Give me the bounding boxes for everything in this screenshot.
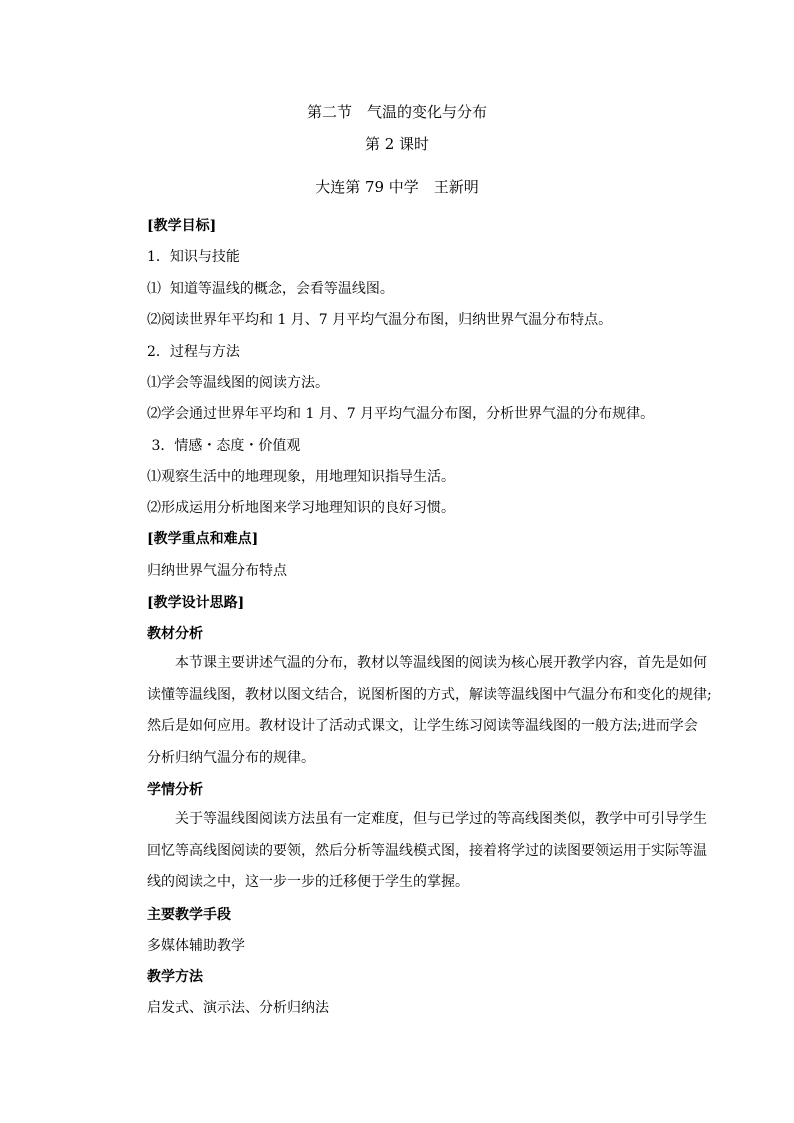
design-heading: [教学设计思路] (147, 595, 245, 611)
objective-2: 2．过程与方法 (147, 344, 240, 360)
teaching-method-text: 启发式、演示法、分析归纳法 (147, 1000, 329, 1016)
teaching-means-text: 多媒体辅助教学 (147, 938, 245, 954)
paragraph-line: 然后是如何应用。教材设计了活动式课文，让学生练习阅读等温线图的一般方法;进而学会 (147, 718, 698, 734)
key-points-heading: [教学重点和难点] (147, 531, 259, 547)
material-analysis-paragraph (147, 648, 712, 774)
teaching-method-heading: 教学方法 (147, 969, 203, 985)
material-analysis-heading: 教材分析 (147, 626, 203, 642)
objective-3: 3．情感・态度・价值观 (147, 438, 301, 454)
paragraph-line: 线的阅读之中，这一步一步的迁移便于学生的掌握。 (147, 874, 469, 890)
objective-1-2: ⑵阅读世界年平均和 1 月、7 月平均气温分布图，归纳世界气温分布特点。 (147, 312, 613, 328)
page-subtitle: 第 2 课时 (364, 135, 430, 153)
objective-3-1: ⑴观察生活中的地理现象，用地理知识指导生活。 (147, 469, 455, 485)
teaching-means-heading: 主要教学手段 (147, 907, 231, 923)
paragraph-line: 读懂等温线图，教材以图文结合，说图析图的方式，解读等温线图中气温分布和变化的规律; (147, 686, 712, 703)
paragraph-line: 回忆等高线图阅读的要领，然后分析等温线模式图，接着将学过的读图要领运用于实际等温 (147, 842, 707, 859)
student-analysis-heading: 学情分析 (147, 782, 203, 798)
objectives-heading: [教学目标] (147, 218, 217, 234)
author-line: 大连第 79 中学 王新明 (315, 178, 479, 196)
page-title: 第二节 气温的变化与分布 (306, 103, 487, 121)
objective-2-2: ⑵学会通过世界年平均和 1 月、7 月平均气温分布图，分析世界气温的分布规律。 (147, 406, 655, 422)
paragraph-line: 关于等温线图阅读方法虽有一定难度，但与已学过的等高线图类似，教学中可引导学生 (147, 811, 707, 827)
objective-1-1: ⑴ 知道等温线的概念，会看等温线图。 (147, 281, 394, 297)
paragraph-line: 分析归纳气温分布的规律。 (147, 749, 315, 766)
objective-2-1: ⑴学会等温线图的阅读方法。 (147, 375, 329, 391)
objective-3-2: ⑵形成运用分析地图来学习地理知识的良好习惯。 (147, 500, 455, 516)
key-points-text: 归纳世界气温分布特点 (147, 563, 287, 579)
paragraph-line: 本节课主要讲述气温的分布，教材以等温线图的阅读为核心展开教学内容，首先是如何 (147, 655, 707, 671)
objective-1: 1．知识与技能 (147, 249, 240, 265)
student-analysis-paragraph (147, 804, 707, 899)
